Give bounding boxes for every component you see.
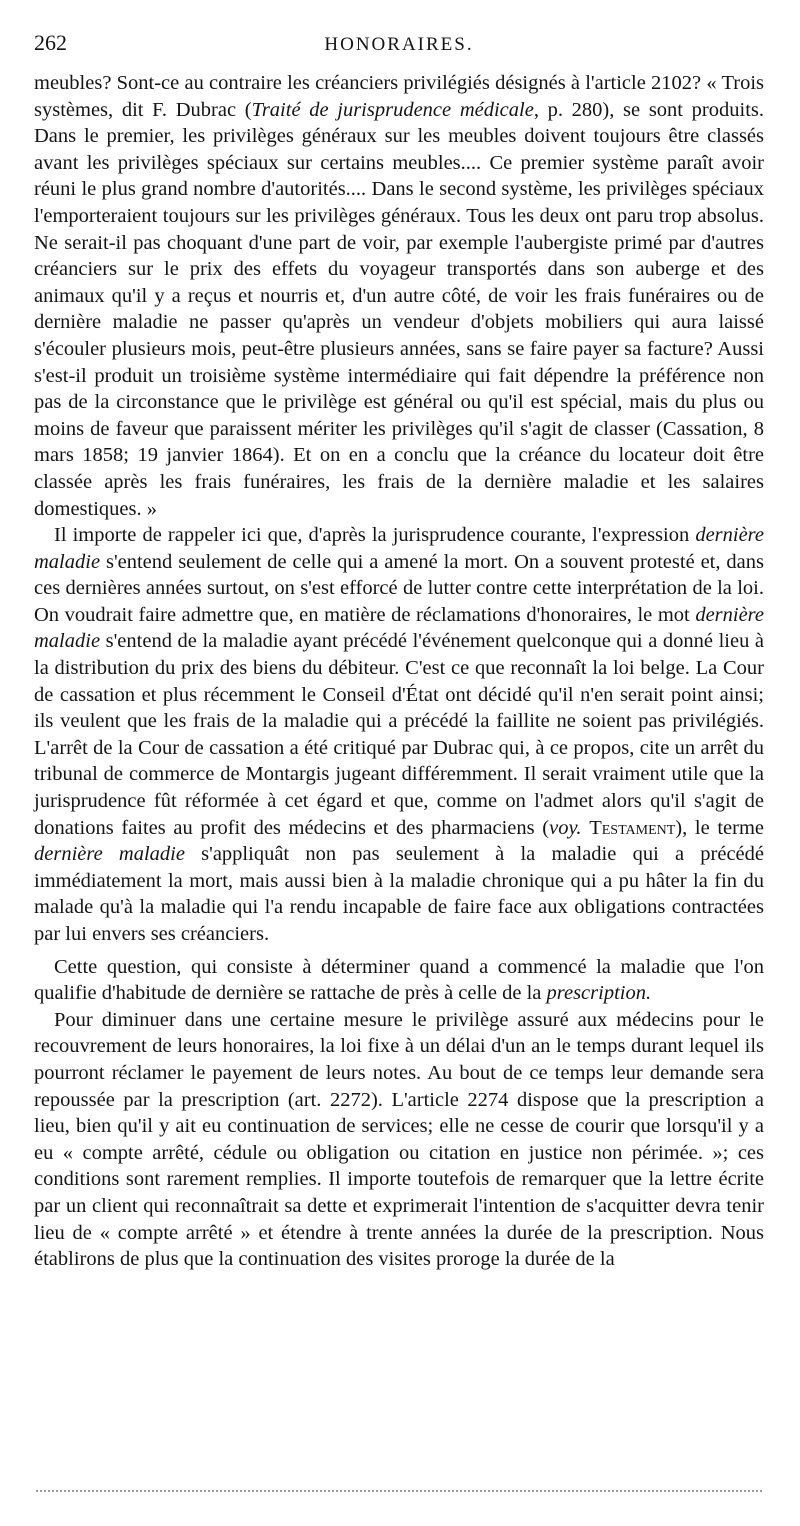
text-run: , p. 280), se sont produits. Dans le premier, les privilèges généraux sur les meubles doivent toujours être classés avant les privilèges spéciaux sur certains meubles.... Ce premier système paraît avoir réuni le plus grand nombre d'autorités.... Dans le second système, les privilèges spéciaux l'emporteraient toujours sur les privilèges généraux. Tous les deux ont paru trop absolus. Ne serait-il pas choquant d'une part de voir, par exemple l'aubergiste primé par d'autres créanciers sur le prix des effets du voyageur transportés dans son auberge et des animaux qu'il y a reçus et nourris et, d'un autre côté, de voir les frais funéraires ou de dernière maladie ne passer qu'après un vendeur d'objets mobiliers qui aura laissé s'écouler plusieurs mois, peut-être plusieurs années, sans se faire payer sa facture? Aussi s'est-il produit un troisième système intermédiaire qui fait dépendre la préférence non pas de la circonstance que le privilège est général ou qu'il est spécial, mais du plus ou moins de faveur que paraissent mériter les privilèges qu'il s'agit de classer (Cassation, 8 mars 1858; 19 janvier 1864). Et on en a conclu que la créance du locateur doit être classée après les frais funéraires, les frais de la dernière maladie et les salaires domestiques. » — [34, 98, 764, 520]
body-text — [34, 70, 764, 1273]
paragraph-4 — [34, 1007, 764, 1273]
paragraph-3 — [34, 954, 764, 1007]
page-header — [34, 30, 764, 60]
italic-text: Traité de jurisprudence médicale — [251, 98, 534, 121]
italic-text: prescription. — [546, 982, 652, 1005]
text-run: Il importe de rappeler ici que, d'après la jurisprudence courante, l'expression — [54, 524, 696, 547]
italic-text: dernière maladie — [34, 524, 764, 573]
italic-text: voy. — [549, 816, 582, 839]
italic-text: dernière maladie — [34, 603, 764, 653]
text-run: ), le terme — [675, 816, 765, 839]
italic-text: dernière maladie — [34, 843, 185, 866]
text-run: Cette question, qui consiste à déterminer quand a commencé la maladie que l'on qualifie d'habitude de dernière se rattache de près à celle de la — [34, 955, 764, 1005]
page-number: 262 — [34, 30, 67, 55]
text-run: Pour diminuer dans une certaine mesure le privilège assuré aux médecins pour le recouvrement de leurs honoraires, la loi fixe à un délai d'un an le temps durant lequel ils pourront réclamer le payement de leurs notes. Au bout de ce temps leur demande sera repoussée par la prescription (art. 2272). L'article 2274 dispose que la prescription a lieu, bien qu'il y ait eu continuation de services; elle ne cesse de courir que lorsqu'il y a eu « compte arrêté, cédule ou obligation ou citation en justice non périmée. »; ces conditions sont rarement remplies. Il importe toutefois de remarquer que la lettre écrite par un client qui reconnaîtrait sa dette et exprimerait l'intention de s'acquitter devra tenir lieu de « compte arrêté » et étendre à trente années la durée de la prescription. Nous établirons de plus que la continuation des visites proroge la durée de la — [34, 1008, 764, 1271]
text-run: s'appliquât non pas seulement à la maladie qui a précédé immédiatement la mort, mais aussi bien à la maladie chronique qui a pu hâter la fin du malade qu'à la maladie qui l'a rendu incapable de faire face aux obligations contractées par lui envers ses créanciers. — [34, 843, 765, 945]
paragraph-1 — [34, 70, 764, 522]
text-run: s'entend de la maladie ayant précédé l'événement quelconque qui a donné lieu à la distribution du prix des biens du débiteur. C'est ce que reconnaît la loi belge. La Cour de cassation et plus récemment le Conseil d'État ont décidé qu'il n'en serait point ainsi; ils veulent que les frais de la maladie qui a précédé la faillite ne soient pas privilégiés. L'arrêt de la Cour de cassation a été critiqué par Dubrac qui, à ce propos, cite un arrêt du tribunal de commerce de Montargis jugeant différemment. Il serait vraiment utile que la jurisprudence fût réformée à cet égard et que, comme on l'admet alors qu'il s'agit de donations faites au profit des médecins et des pharmaciens ( — [34, 630, 764, 839]
paragraph-2 — [34, 522, 764, 948]
running-title: HONORAIRES. — [324, 34, 474, 55]
footer-rule — [36, 1490, 762, 1492]
text-run: s'entend seulement de celle qui a amené la mort. On a souvent protesté et, dans ces dernières années surtout, on s'est efforcé de lutter contre cette interprétation de la loi. On voudrait faire admettre que, en matière de réclamations d'honoraires, le mot — [34, 550, 764, 626]
text-run: meubles? Sont-ce au contraire les créanciers privilégiés désignés à l'article 2102? « Trois systèmes, dit F. Dubrac ( — [34, 72, 764, 121]
smallcaps-text: Testament — [589, 816, 676, 839]
